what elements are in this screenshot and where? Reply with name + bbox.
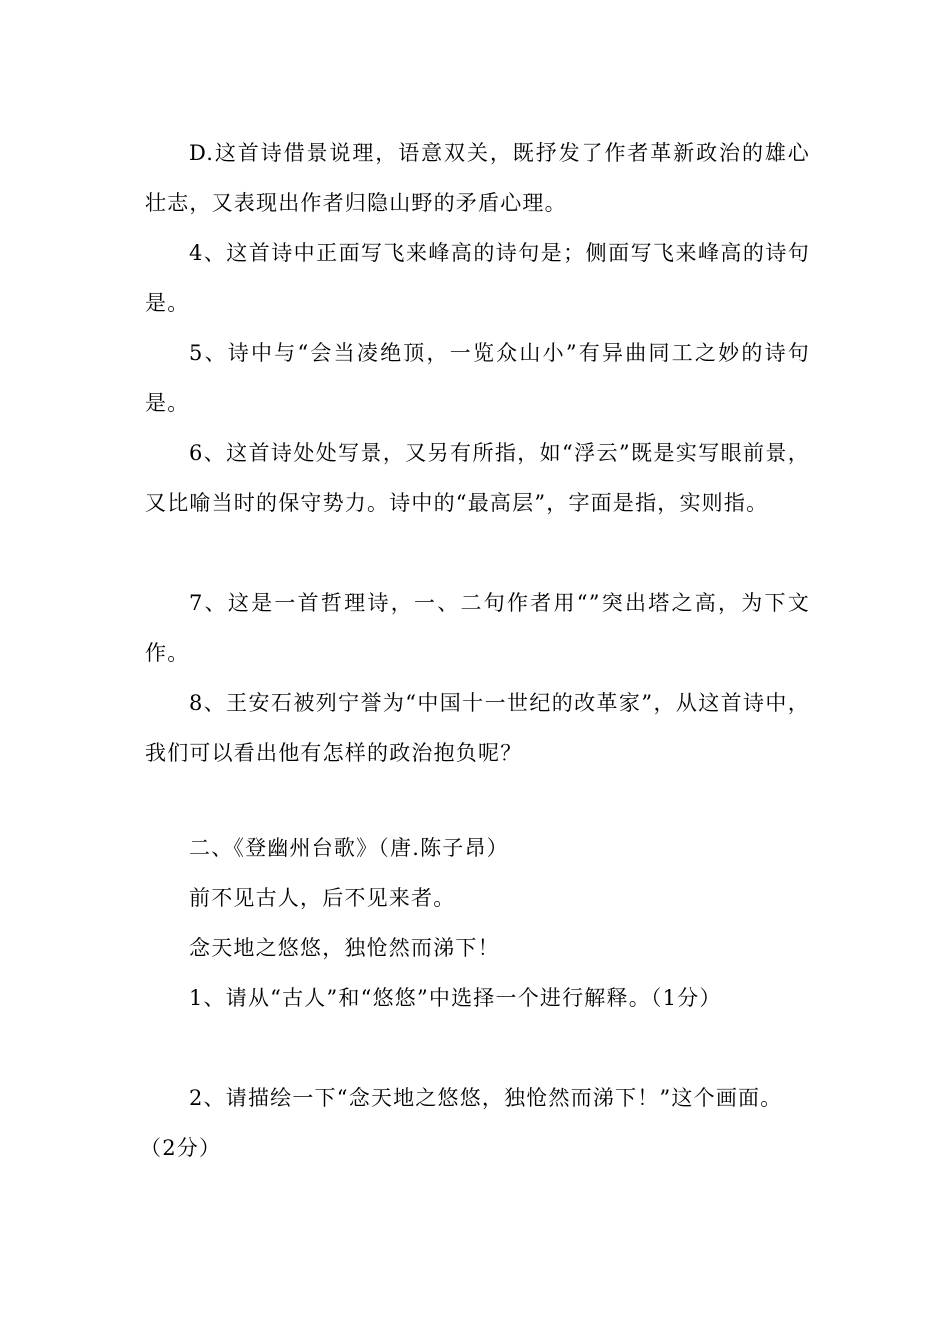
question-5-paragraph: 5、诗中与“会当凌绝顶，一览众山小”有异曲同工之妙的诗句是。 xyxy=(145,341,810,415)
poem-line-2: 念天地之悠悠，独怆然而涕下！ xyxy=(189,936,500,960)
poem-line-1: 前不见古人，后不见来者。 xyxy=(189,886,456,910)
question-4-paragraph: 4、这首诗中正面写飞来峰高的诗句是；侧面写飞来峰高的诗句是。 xyxy=(145,241,810,315)
question-8-paragraph: 8、王安石被列宁誉为“中国十一世纪的改革家”，从这首诗中，我们可以看出他有怎样的政治抱负呢？ xyxy=(145,691,810,765)
section-2-heading: 二、《登幽州台歌》（唐.陈子昂） xyxy=(189,836,509,860)
question-6-paragraph: 6、这首诗处处写景，又另有所指，如“浮云”既是实写眼前景，又比喻当时的保守势力。诗中的“最高层”，字面是指，实则指。 xyxy=(145,441,810,515)
question-7-paragraph: 7、这是一首哲理诗，一、二句作者用“”突出塔之高，为下文作。 xyxy=(145,591,810,665)
section-2-question-1: 1、请从“古人”和“悠悠”中选择一个进行解释。（1分） xyxy=(189,986,722,1010)
section-2-question-2: 2、请描绘一下“念天地之悠悠，独怆然而涕下！”这个画面。 xyxy=(189,1086,783,1110)
option-d-paragraph: D.这首诗借景说理，语意双关，既抒发了作者革新政治的雄心壮志，又表现出作者归隐山野的矛盾心理。 xyxy=(145,141,810,215)
section-2-question-2-score: （2分） xyxy=(140,1136,222,1160)
